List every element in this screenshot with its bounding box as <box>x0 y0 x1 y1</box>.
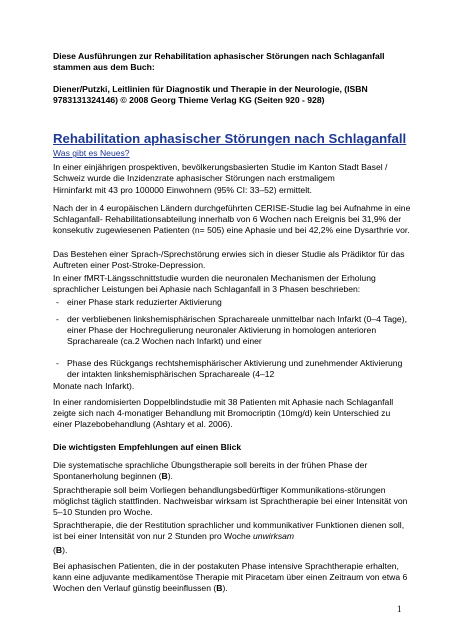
list-item-text: Phase des Rückgangs rechtshemisphärischer Aktivierung und zunehmender Aktivierung der intakten linkshemisphärischen Sprachareale (4–12 <box>67 358 403 379</box>
paragraph-incidence-cont: Hirninfarkt mit 43 pro 100000 Einwohnern (95% CI: 33–52) ermittelt. <box>53 185 312 195</box>
page-title: Rehabilitation aphasischer Störungen nach Schlaganfall <box>53 131 407 146</box>
recommendation-piracetam: Bei aphasischen Patienten, die in der postakuten Phase intensive Sprachtherapie erhalten, kann eine adjuvante medikamentöse Therapie mit Piracetam über einen Zeitraum von etwa 6 Wochen den Verlauf günstig beeinflussen (B). <box>53 561 408 593</box>
evidence-grade: B <box>161 471 168 481</box>
evidence-grade: B <box>55 545 63 555</box>
news-link[interactable]: Was gibt es Neues? <box>53 148 130 158</box>
recommendation-intensity: Sprachtherapie, die der Restitution sprachlicher und kommunikativer Funktionen dienen soll, ist bei einer Intensität von nur 2 Stunden pro Woche unwirksam <box>53 520 405 541</box>
recommendation-intensity-grade: (B). <box>53 545 68 555</box>
paragraph-fmri-end: Monate nach Infarkt). <box>53 381 135 391</box>
section-heading: Die wichtigsten Empfehlungen auf einen Blick <box>53 442 242 452</box>
paragraph-fmri: In einer fMRT-Längsschnittstudie wurden die neuronalen Mechanismen der Erholung sprachlicher Leistungen bei Aphasie nach Schlaganfall in 3 Phasen beschrieben: <box>53 273 376 294</box>
list-item-text: einer Phase stark reduzierter Aktivierung <box>67 297 222 307</box>
recommendation-early-therapy: Die systematische sprachliche Übungstherapie soll bereits in der frühen Phase der Spontanerholung beginnen (B). <box>53 460 368 481</box>
paragraph-depression: Das Bestehen einer Sprach-/Sprechstörung erwies sich in dieser Studie als Prädiktor für das Auftreten einer Post-Stroke-Depression. <box>53 249 405 270</box>
book-citation: Diener/Putzki, Leitlinien für Diagnostik und Therapie in der Neurologie, (ISBN 9783131324146) © 2008 Georg Thieme Verlag KG (Seiten 920 - 928) <box>53 84 368 105</box>
paragraph-cerise: Nach der in 4 europäischen Ländern durchgeführten CERISE-Studie lag bei Aufnahme in eine Schlaganfall- Rehabilitationsabteilung innerhalb von 6 Wochen nach Ereignis bei 31,9% der konsekutiv zugewiesenen Patienten (n= 505) eine Aphasie und bei 42,2% eine Dysarthrie vor. <box>53 203 411 235</box>
evidence-grade: B <box>216 583 223 593</box>
recommendation-frequency: Sprachtherapie soll beim Vorliegen behandlungsbedürftiger Kommunikations-störungen möglichst täglich stattfinden. Nachweisbar wirksam ist Sprachtherapie bei einer Intensität von 5–10 Stunden pro Woche. <box>53 485 408 517</box>
paragraph-bromocriptin: In einer randomisierten Doppelblindstudie mit 38 Patienten mit Aphasie nach Schlaganfall zeigte sich nach 4-monatiger Behandlung mit Bromocriptin (10mg/d) kein Unterschied zu einer Plazebobehandlung (Ashtary et al. 2006). <box>53 397 394 429</box>
source-intro: Diese Ausführungen zur Rehabilitation aphasischer Störungen nach Schlaganfall stammen aus dem Buch: <box>53 51 385 72</box>
list-item-text: der verbliebenen linkshemisphärischen Sprachareale unmittelbar nach Infarkt (0–4 Tage), einer Phase der Hochregulierung neuronaler Aktivierung in homologen anterioren Sprachareale (ca.2 Wochen nach Infarkt) und einer <box>67 314 407 346</box>
paragraph-incidence: In einer einjährigen prospektiven, bevölkerungsbasierten Studie im Kanton Stadt Basel / Schweiz wurde die Inzidenzrate aphasischer Störungen nach erstmaligem <box>53 162 388 183</box>
page-number: 1 <box>397 604 402 614</box>
